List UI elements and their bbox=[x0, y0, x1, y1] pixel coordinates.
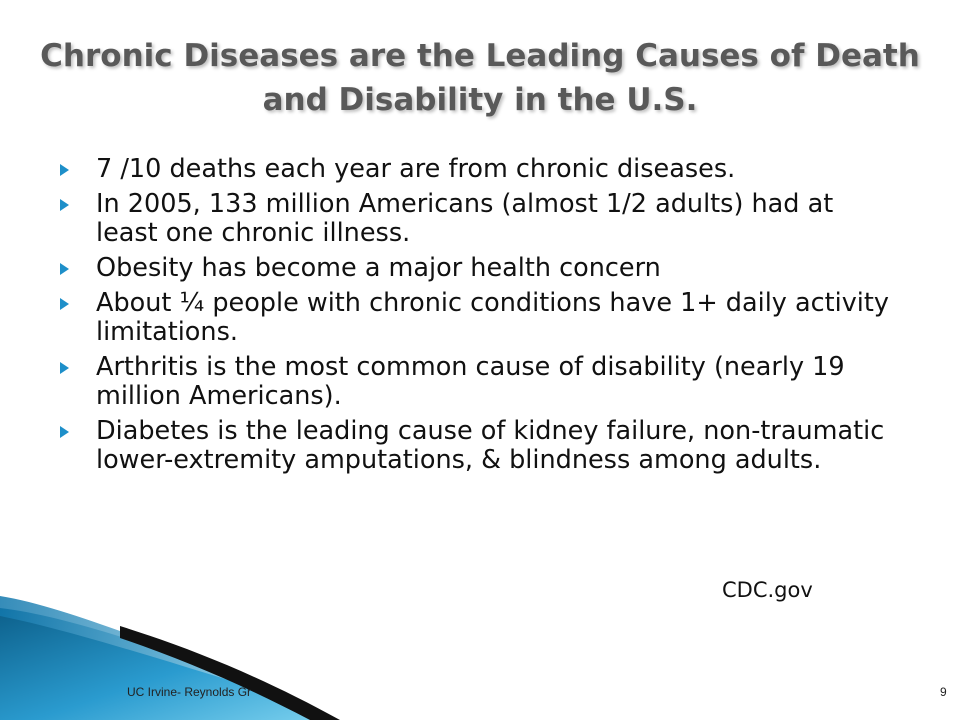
bullet-item bbox=[60, 155, 890, 184]
bullet-list bbox=[60, 155, 890, 481]
bullet-item bbox=[60, 353, 890, 411]
slide-title: Chronic Diseases are the Leading Causes of Death and Disability in the U.S. bbox=[40, 38, 920, 118]
bullet-item bbox=[60, 254, 890, 283]
bullet-item bbox=[60, 289, 890, 347]
arrow-bullet-icon bbox=[60, 362, 69, 374]
bullet-item bbox=[60, 190, 890, 248]
bullet-text: 7 /10 deaths each year are from chronic diseases. bbox=[96, 154, 736, 184]
arrow-bullet-icon bbox=[60, 263, 69, 275]
bullet-text: Diabetes is the leading cause of kidney failure, non-traumatic lower-extremity amputations, & blindness among adults. bbox=[96, 416, 885, 475]
arrow-bullet-icon bbox=[60, 164, 69, 176]
bullet-text: Obesity has become a major health concern bbox=[96, 253, 661, 283]
bullet-item bbox=[60, 417, 890, 475]
bullet-text: Arthritis is the most common cause of disability (nearly 19 million Americans). bbox=[96, 352, 845, 411]
slide-number: 9 bbox=[940, 685, 947, 699]
bullet-text: About ¼ people with chronic conditions have 1+ daily activity limitations. bbox=[96, 288, 889, 347]
arrow-bullet-icon bbox=[60, 426, 69, 438]
source-citation: CDC.gov bbox=[722, 578, 813, 602]
footer-text: UC Irvine- Reynolds Gr bbox=[127, 685, 252, 699]
arrow-bullet-icon bbox=[60, 199, 69, 211]
arrow-bullet-icon bbox=[60, 298, 69, 310]
bullet-text: In 2005, 133 million Americans (almost 1/2 adults) had at least one chronic illness. bbox=[96, 189, 834, 248]
